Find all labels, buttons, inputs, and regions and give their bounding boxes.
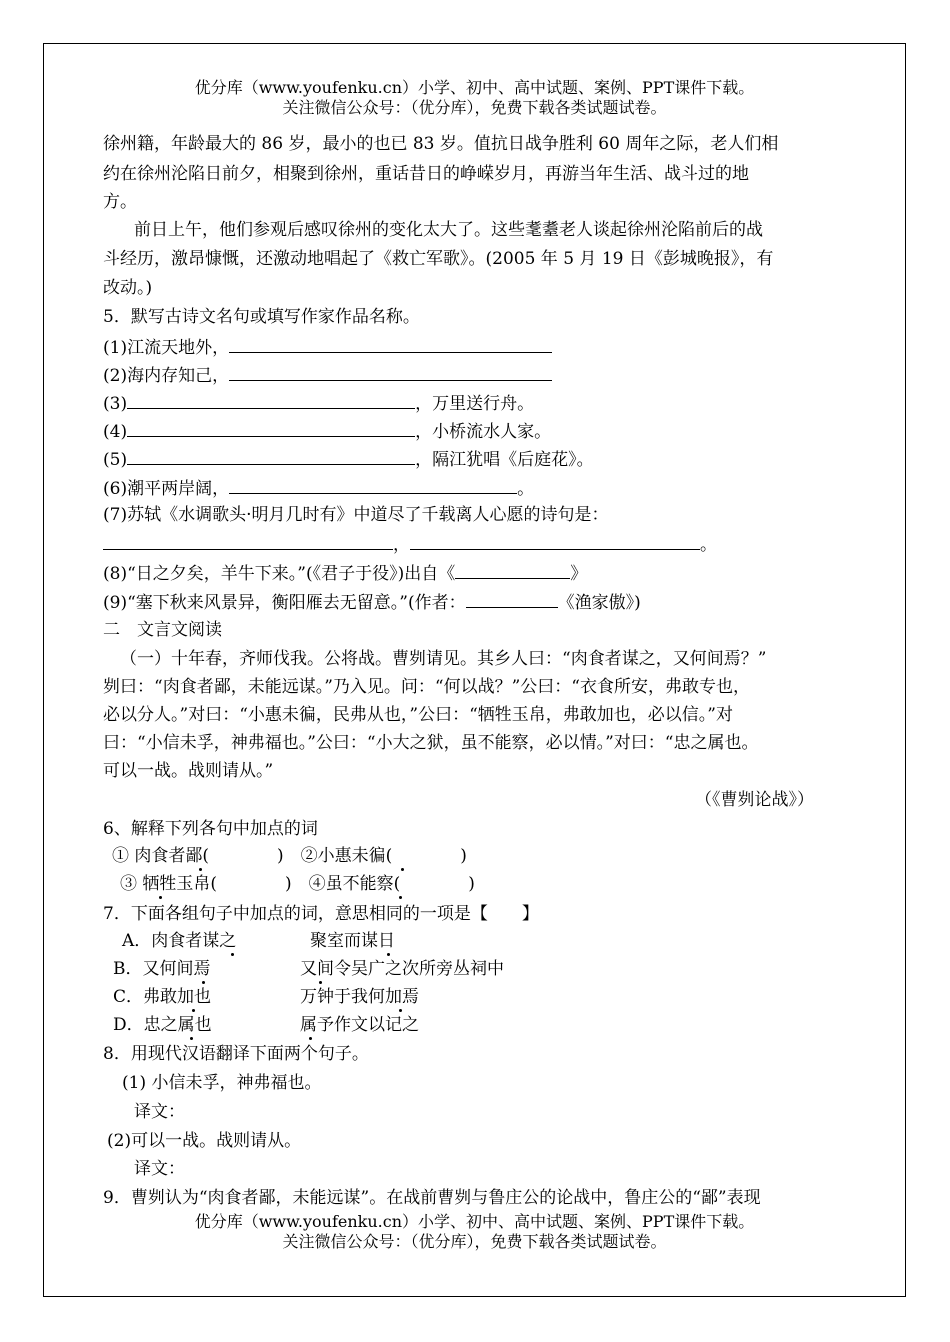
- answer-blank[interactable]: [229, 363, 552, 381]
- q6-row-1: ① 肉食者鄙( ) ②小惠未徧( ): [112, 846, 467, 866]
- classical-line-2: 刿曰：“肉食者鄙，未能远谋。”乃入见。问：“何以战？”公曰：“衣食所安，弗敢专也，: [103, 677, 750, 697]
- q8-translation-1-label: 译文：: [134, 1102, 185, 1122]
- q5-item-6: [103, 476, 534, 500]
- q5-item-3: [103, 391, 534, 415]
- q7-option-d-2: 属予作文以记之: [300, 1015, 419, 1035]
- answer-blank[interactable]: [466, 590, 558, 608]
- passage-line-1: 徐州籍，年龄最大的 86 岁，最小的也已 83 岁。值抗日战争胜利 60 周年之际，老人们相: [103, 134, 779, 154]
- q7-option-a-1: A．肉食者谋之: [122, 931, 237, 951]
- q7-title: 7．下面各组句子中加点的词，意思相同的一项是【 】: [103, 904, 539, 924]
- q7-option-d-1: D．忠之属也: [113, 1015, 212, 1035]
- answer-blank[interactable]: [127, 419, 415, 437]
- q5-item-2-text: (2)海内存知己，: [103, 366, 230, 386]
- q5-item-3-text: ，万里送行舟。: [415, 394, 535, 414]
- answer-blank[interactable]: [127, 391, 415, 409]
- passage-line-6: 改动。): [103, 278, 153, 298]
- classical-line-3: 必以分人。”对曰：“小惠未徧，民弗从也，”公曰：“牺牲玉帛，弗敢加也，必以信。”对: [103, 705, 733, 725]
- answer-blank[interactable]: [127, 447, 415, 465]
- q5-item-4: [103, 419, 551, 443]
- q5-item-6-text: (6)潮平两岸阔，: [103, 479, 230, 499]
- passage-line-4: 前日上午，他们参观后感叹徐州的变化太大了。这些耄耋老人谈起徐州沦陷前后的战: [134, 220, 763, 240]
- classical-line-1: （一）十年春，齐师伐我。公将战。曹刿请见。其乡人曰：“肉食者谋之，又何间焉？”: [120, 649, 767, 669]
- q5-title: 5．默写古诗文名句或填写作家作品名称。: [103, 307, 420, 327]
- q5-item-7-end: 。: [700, 535, 717, 555]
- q7-option-b-1: B．又何间焉: [113, 959, 211, 979]
- q5-item-5-num: (5): [103, 450, 128, 470]
- passage-line-3: 方。: [103, 192, 137, 212]
- passage-line-2: 约在徐州沦陷日前夕，相聚到徐州，重话昔日的峥嵘岁月，再游当年生活、战斗过的地: [103, 164, 749, 184]
- footer-line-2: 关注微信公众号：（优分库），免费下载各类试题试卷。: [282, 1232, 667, 1251]
- q5-item-3-num: (3): [103, 394, 128, 414]
- answer-blank[interactable]: [229, 476, 517, 494]
- answer-blank[interactable]: [229, 335, 552, 353]
- header-line-2: 关注微信公众号：（优分库），免费下载各类试题试卷。: [282, 98, 667, 117]
- q5-item-1-text: (1)江流天地外，: [103, 338, 230, 358]
- q8-title: 8．用现代汉语翻译下面两个句子。: [103, 1044, 369, 1064]
- header-line-1: 优分库（www.youfenku.cn）小学、初中、高中试题、案例、PPT课件下载。: [194, 78, 755, 97]
- q7-option-a-2: 聚室而谋日: [310, 931, 395, 951]
- q5-item-7-answer: [103, 532, 717, 556]
- answer-blank[interactable]: [455, 561, 570, 579]
- q7-option-b-2: 又间令吴广之次所旁丛祠中: [300, 959, 504, 979]
- classical-line-5: 可以一战。战则请从。”: [103, 761, 274, 781]
- q5-item-8-end: 》: [570, 564, 588, 584]
- q5-item-1: [103, 335, 552, 359]
- passage-line-5: 斗经历，激昂慷慨，还激动地唱起了《救亡军歌》。(2005 年 5 月 19 日《彭城晚报》，有: [103, 249, 774, 269]
- q9-text: 9．曹刿认为“肉食者鄙，未能远谋”。在战前曹刿与鲁庄公的论战中，鲁庄公的“鄙”表现: [103, 1188, 761, 1208]
- q5-item-9-end: 《渔家傲》): [557, 593, 641, 613]
- q5-item-9-text: (9)“塞下秋来风景异，衡阳雁去无留意。”(作者：: [103, 593, 466, 613]
- q7-option-c-1: C．弗敢加也: [113, 987, 212, 1007]
- answer-blank[interactable]: [103, 532, 393, 550]
- q5-item-2: [103, 363, 552, 387]
- section-2-title: 二 文言文阅读: [103, 620, 222, 640]
- classical-line-4: 曰：“小信未孚，神弗福也。”公曰：“小大之狱，虽不能察，必以情。”对曰：“忠之属也。: [103, 733, 759, 753]
- q5-item-7-sep: ，: [393, 535, 410, 555]
- q6-title: 6、解释下列各句中加点的词: [103, 819, 318, 839]
- answer-blank[interactable]: [410, 532, 700, 550]
- q8-sentence-2: (2)可以一战。战则请从。: [107, 1131, 302, 1151]
- q8-translation-2-label: 译文：: [134, 1159, 185, 1179]
- q5-item-7: (7)苏轼《水调歌头·明月几时有》中道尽了千载离人心愿的诗句是：: [103, 505, 609, 525]
- q5-item-4-text: ，小桥流水人家。: [415, 422, 552, 442]
- q5-item-6-end: 。: [517, 479, 535, 499]
- q5-item-5-text: ，隔江犹唱《后庭花》。: [415, 450, 594, 470]
- q6-row-2: ③ 牺牲玉帛( ) ④虽不能察( ): [120, 874, 475, 894]
- q8-sentence-1: (1) 小信未孚，神弗福也。: [122, 1073, 322, 1093]
- q5-item-9: [103, 590, 641, 614]
- q5-item-8: [103, 561, 587, 585]
- q5-item-4-num: (4): [103, 422, 128, 442]
- q7-option-c-2: 万钟于我何加焉: [300, 987, 419, 1007]
- classical-source: （《曹刿论战》）: [695, 790, 814, 810]
- footer-line-1: 优分库（www.youfenku.cn）小学、初中、高中试题、案例、PPT课件下载。: [194, 1212, 755, 1231]
- q5-item-5: [103, 447, 594, 471]
- q5-item-8-text: (8)“日之夕矣，羊牛下来。”(《君子于役》)出自《: [103, 564, 456, 584]
